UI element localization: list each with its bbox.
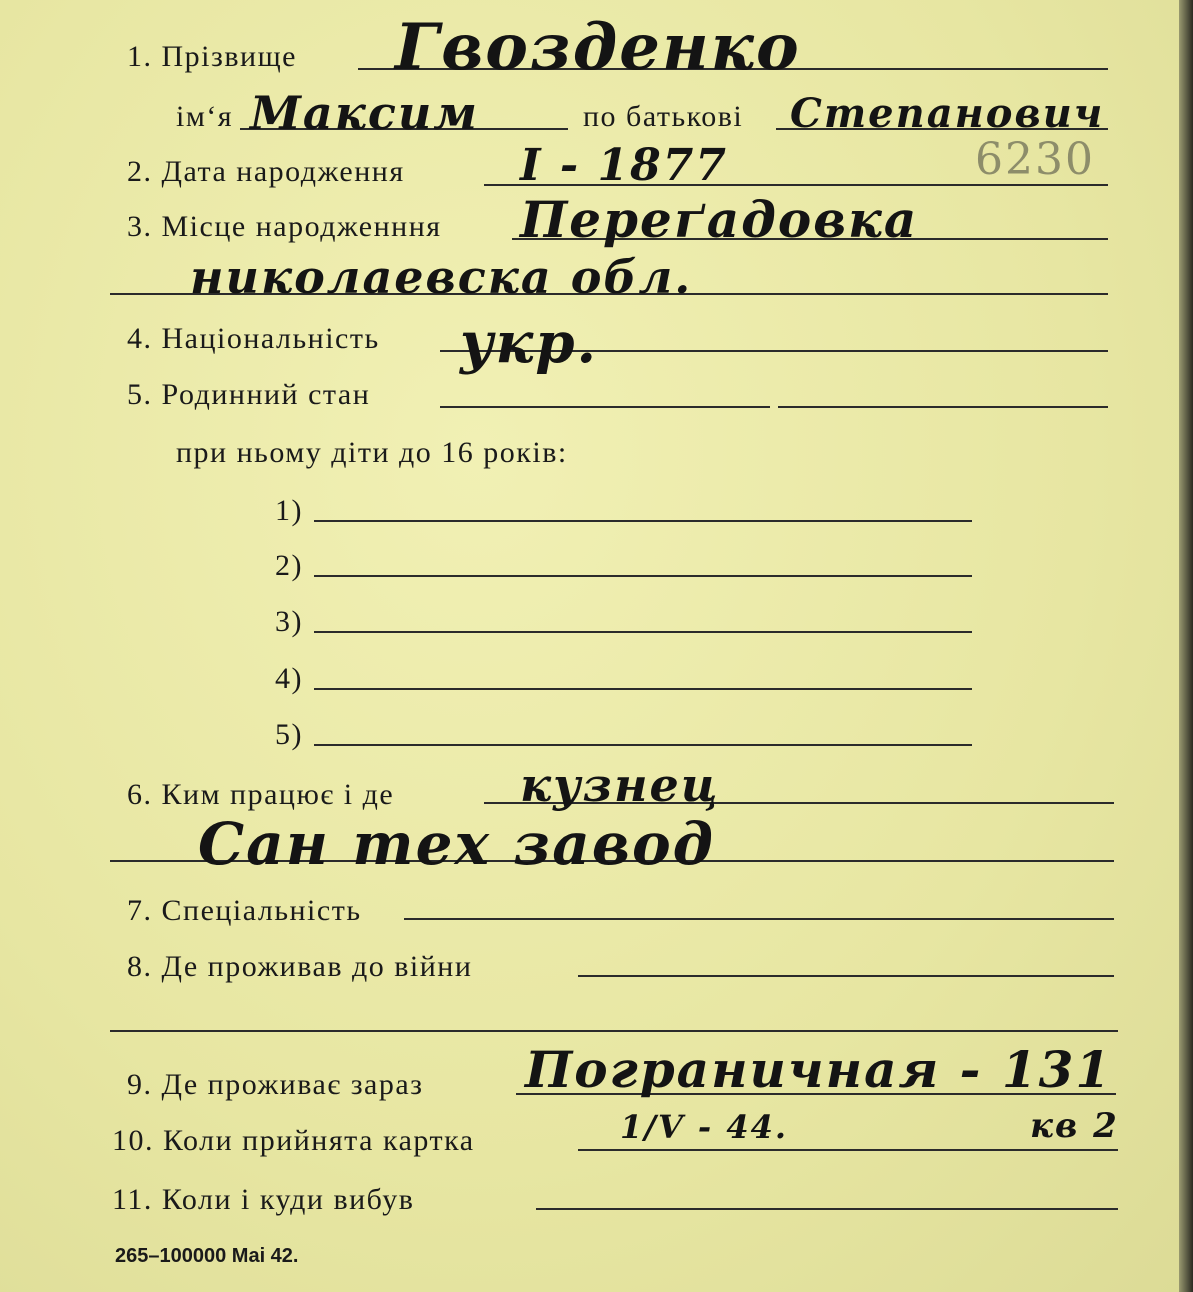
departure-label: 11. Коли і куди вибув [112, 1183, 415, 1216]
children-label: при ньому діти до 16 років: [176, 436, 568, 469]
specialty-label: 7. Спеціальність [127, 894, 362, 927]
child-number-4: 4) [275, 662, 303, 695]
first-name-label: ім‘я [176, 100, 234, 133]
child-number-5: 5) [275, 718, 303, 751]
nationality-label: 4. Національність [127, 322, 380, 355]
work-label: 6. Ким працює і де [127, 778, 395, 811]
card-accepted-label: 10. Коли прийнята картка [112, 1124, 475, 1157]
child-number-2: 2) [275, 549, 303, 582]
first-name-handwritten: Максим [250, 86, 480, 140]
birthplace-handwritten-2: николаевска обл. [190, 250, 693, 304]
birthplace-label: 3. Місце народженння [127, 210, 442, 243]
card-edge-shadow [1179, 0, 1193, 1292]
surname-handwritten: Гвозденко [395, 10, 801, 85]
card-accepted-line [578, 1149, 1118, 1151]
corner-number: 6230 [975, 134, 1095, 185]
child-line-5 [314, 744, 972, 746]
patronymic-handwritten: Степанович [790, 90, 1105, 137]
marital-status-label: 5. Родинний стан [127, 378, 371, 411]
work-handwritten-2: Сан тех завод [198, 810, 715, 878]
work-handwritten-1: кузнец [520, 758, 720, 812]
nationality-handwritten: укр. [460, 310, 599, 376]
print-code: 265–100000 Mai 42. [115, 1245, 299, 1267]
prewar-residence-line-2 [110, 1030, 1118, 1032]
card-note-handwritten: кв 2 [1030, 1106, 1119, 1146]
child-number-3: 3) [275, 605, 303, 638]
prewar-residence-line-1 [578, 975, 1114, 977]
birth-date-handwritten: I - 1877 [520, 140, 728, 191]
child-line-3 [314, 631, 972, 633]
marital-status-line-b [778, 406, 1108, 408]
specialty-line [404, 918, 1114, 920]
birthplace-handwritten-1: Переґадовка [520, 190, 919, 249]
prewar-residence-label: 8. Де проживав до війни [127, 950, 473, 983]
child-line-4 [314, 688, 972, 690]
child-line-1 [314, 520, 972, 522]
child-line-2 [314, 575, 972, 577]
birth-date-label: 2. Дата народження [127, 155, 405, 188]
child-number-1: 1) [275, 494, 303, 527]
departure-line [536, 1208, 1118, 1210]
surname-label: 1. Прізвище [127, 40, 297, 73]
card-accepted-handwritten: 1/V - 44. [620, 1108, 789, 1146]
current-residence-label: 9. Де проживає зараз [127, 1068, 424, 1101]
patronymic-label: по батькові [583, 100, 744, 133]
current-residence-handwritten: Пограничная - 131 [525, 1040, 1113, 1099]
marital-status-line-a [440, 406, 770, 408]
